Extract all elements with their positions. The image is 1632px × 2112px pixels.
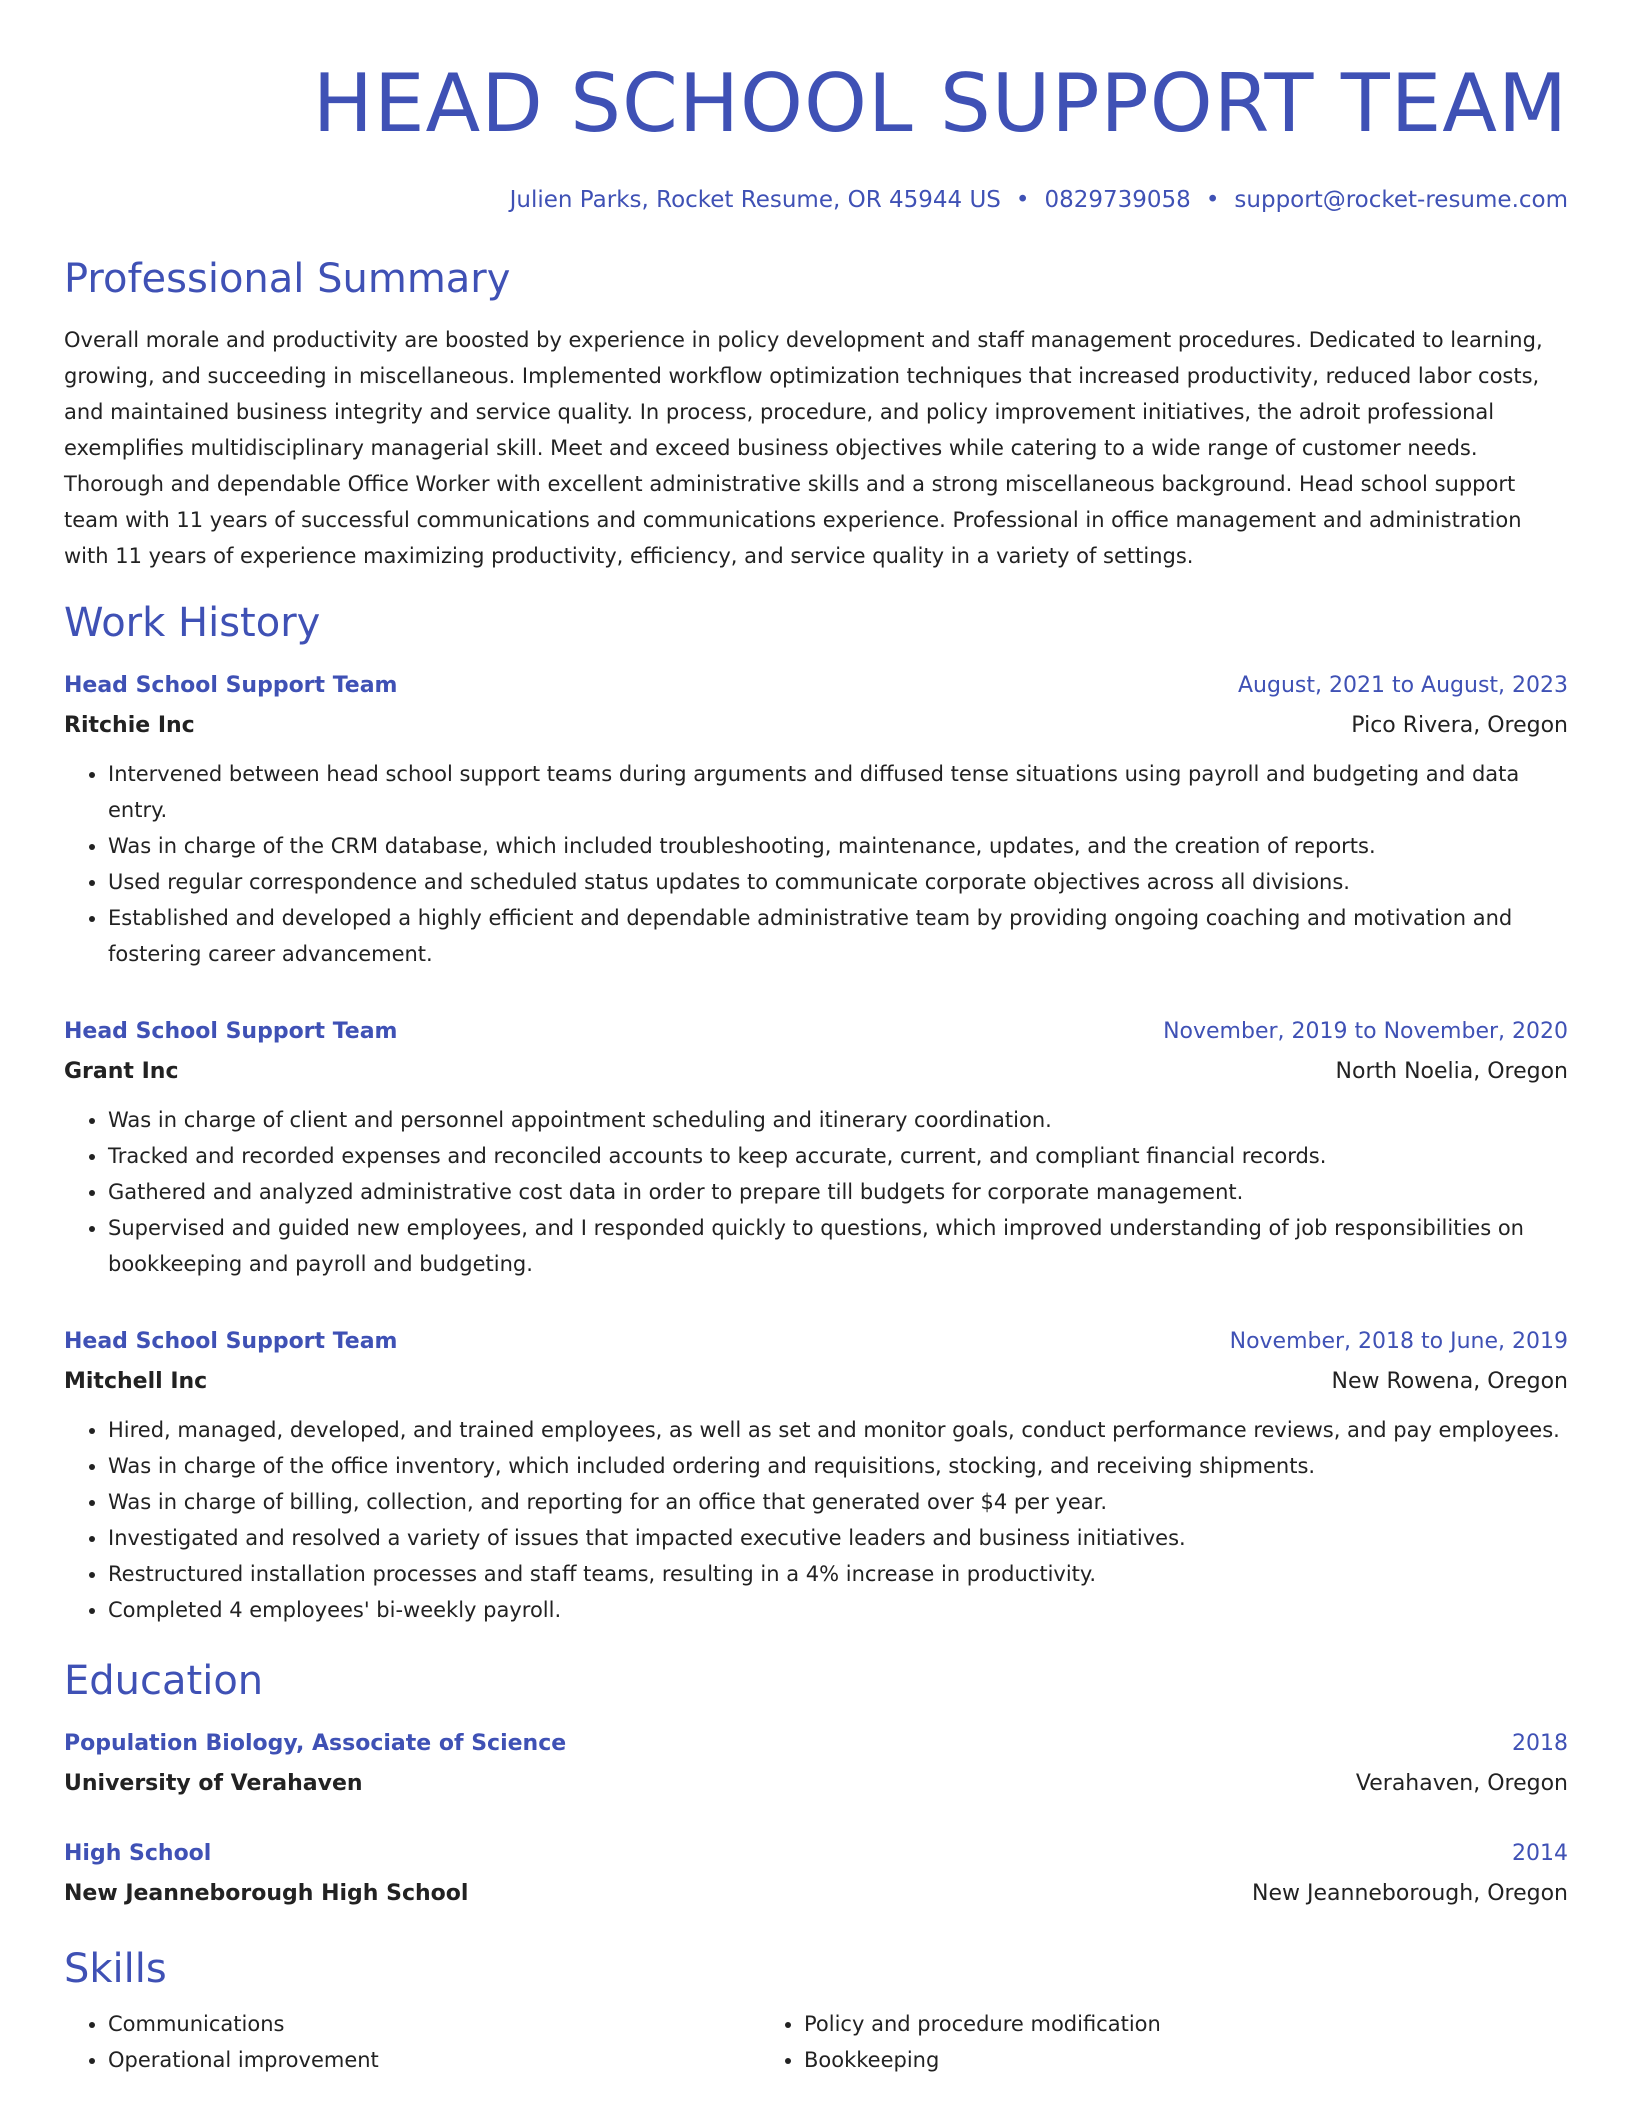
summary-text: Overall morale and productivity are boosted by experience in policy development and staff management procedures. Dedicated to learning, growing, and succeeding in miscellaneous. Implemented workflow optimization techniques that increased productivity, reduced labor costs, and maintained business integrity and service quality. In process, procedure, and policy improvement initiatives, the adroit professional exemplifies multidisciplinary managerial skill. Meet and exceed business objectives while catering to a wide range of customer needs. Thorough and dependable Office Worker with excellent administrative skills and a strong miscellaneous background. Head school support team with 11 years of successful communications and communications experience. Professional in office management and administration with 11 years of experience maximizing productivity, efficiency, and service quality in a variety of settings. [64,328,1543,568]
contact-email[interactable]: support@rocket-resume.com [1234,187,1568,213]
job-company: Mitchell Inc [64,1369,208,1394]
job-bullet: • Used regular correspondence and scheduled status updates to communicate corporate objectives across all divisions. [108,864,1568,900]
job-entry [64,1322,1568,1628]
job-dates: November, 2019 to November, 2020 [1163,1019,1568,1044]
job-title: Head School Support Team [64,1019,398,1044]
job-title: Head School Support Team [64,1329,398,1354]
job-bullet: • Was in charge of billing, collection, and reporting for an office that generated over $4 per year. [108,1484,1568,1520]
education-entry [64,1724,1568,1804]
job-bullets [64,756,1568,972]
education-header-row [64,1834,1568,1874]
summary-section [64,254,1568,574]
contact-separator: • [1015,187,1030,213]
job-company: Ritchie Inc [64,713,195,738]
education-header-row [64,1724,1568,1764]
job-location: North Noelia, Oregon [1335,1059,1568,1084]
job-bullet: • Was in charge of the office inventory, which included ordering and requisitions, stocking, and receiving shipments. [108,1448,1568,1484]
job-bullet: • Intervened between head school support teams during arguments and diffused tense situations using payroll and budgeting and data entry. [108,756,1568,828]
work-history-section [64,598,1568,1628]
job-header-row [64,666,1568,706]
skill-item: • Bookkeeping [804,2042,1456,2078]
job-bullet: • Tracked and recorded expenses and reconciled accounts to keep accurate, current, and compliant financial records. [108,1138,1568,1174]
job-header-row [64,1322,1568,1362]
skills-section [64,1944,1568,2078]
education-entry [64,1834,1568,1914]
contact-separator: • [1205,187,1220,213]
education-section [64,1656,1568,1914]
job-company-row [64,706,1568,746]
summary-heading: Professional Summary [64,256,511,302]
contact-address: Julien Parks, Rocket Resume, OR 45944 US [509,187,1001,213]
education-school-row [64,1764,1568,1804]
job-company-row [64,1362,1568,1402]
resume-header [64,56,1568,214]
job-location: Pico Rivera, Oregon [1351,713,1568,738]
education-school: New Jeanneborough High School [64,1881,469,1906]
education-school-row [64,1874,1568,1914]
education-location: New Jeanneborough, Oregon [1252,1881,1568,1906]
skills-column-left [64,2006,760,2078]
education-heading: Education [64,1658,264,1704]
job-bullets [64,1102,1568,1282]
education-degree: High School [64,1841,212,1866]
skills-heading: Skills [64,1946,167,1992]
skill-item: • Communications [108,2006,760,2042]
skills-column-right [760,2006,1456,2078]
skill-item: • Policy and procedure modification [804,2006,1456,2042]
job-header-row [64,1012,1568,1052]
education-school: University of Verahaven [64,1771,363,1796]
contact-line [64,186,1568,214]
job-title: Head School Support Team [64,673,398,698]
skills-grid [64,2006,1568,2078]
job-dates: November, 2018 to June, 2019 [1229,1329,1568,1354]
job-bullet: • Established and developed a highly efficient and dependable administrative team by providing ongoing coaching and motivation and fostering career advancement. [108,900,1568,972]
job-company: Grant Inc [64,1059,179,1084]
job-bullet: • Was in charge of client and personnel appointment scheduling and itinerary coordination. [108,1102,1568,1138]
job-dates: August, 2021 to August, 2023 [1238,673,1568,698]
job-location: New Rowena, Oregon [1331,1369,1568,1394]
contact-phone: 0829739058 [1044,187,1191,213]
job-bullet: • Restructured installation processes and staff teams, resulting in a 4% increase in productivity. [108,1556,1568,1592]
job-bullet: • Completed 4 employees' bi-weekly payroll. [108,1592,1568,1628]
education-year: 2014 [1512,1841,1568,1866]
education-location: Verahaven, Oregon [1355,1771,1568,1796]
education-year: 2018 [1512,1731,1568,1756]
job-bullets [64,1412,1568,1628]
job-bullet: • Gathered and analyzed administrative cost data in order to prepare till budgets for corporate management. [108,1174,1568,1210]
job-entry [64,666,1568,972]
work-history-heading: Work History [64,600,321,646]
education-degree: Population Biology, Associate of Science [64,1731,567,1756]
job-bullet: • Supervised and guided new employees, and I responded quickly to questions, which improved understanding of job responsibilities on bookkeeping and payroll and budgeting. [108,1210,1568,1282]
job-bullet: • Investigated and resolved a variety of issues that impacted executive leaders and business initiatives. [108,1520,1568,1556]
candidate-name: HEAD SCHOOL SUPPORT TEAM [312,57,1568,150]
job-bullet: • Was in charge of the CRM database, which included troubleshooting, maintenance, updates, and the creation of reports. [108,828,1568,864]
job-entry [64,1012,1568,1282]
job-bullet: • Hired, managed, developed, and trained employees, as well as set and monitor goals, conduct performance reviews, and pay employees. [108,1412,1568,1448]
skill-item: • Operational improvement [108,2042,760,2078]
job-company-row [64,1052,1568,1092]
